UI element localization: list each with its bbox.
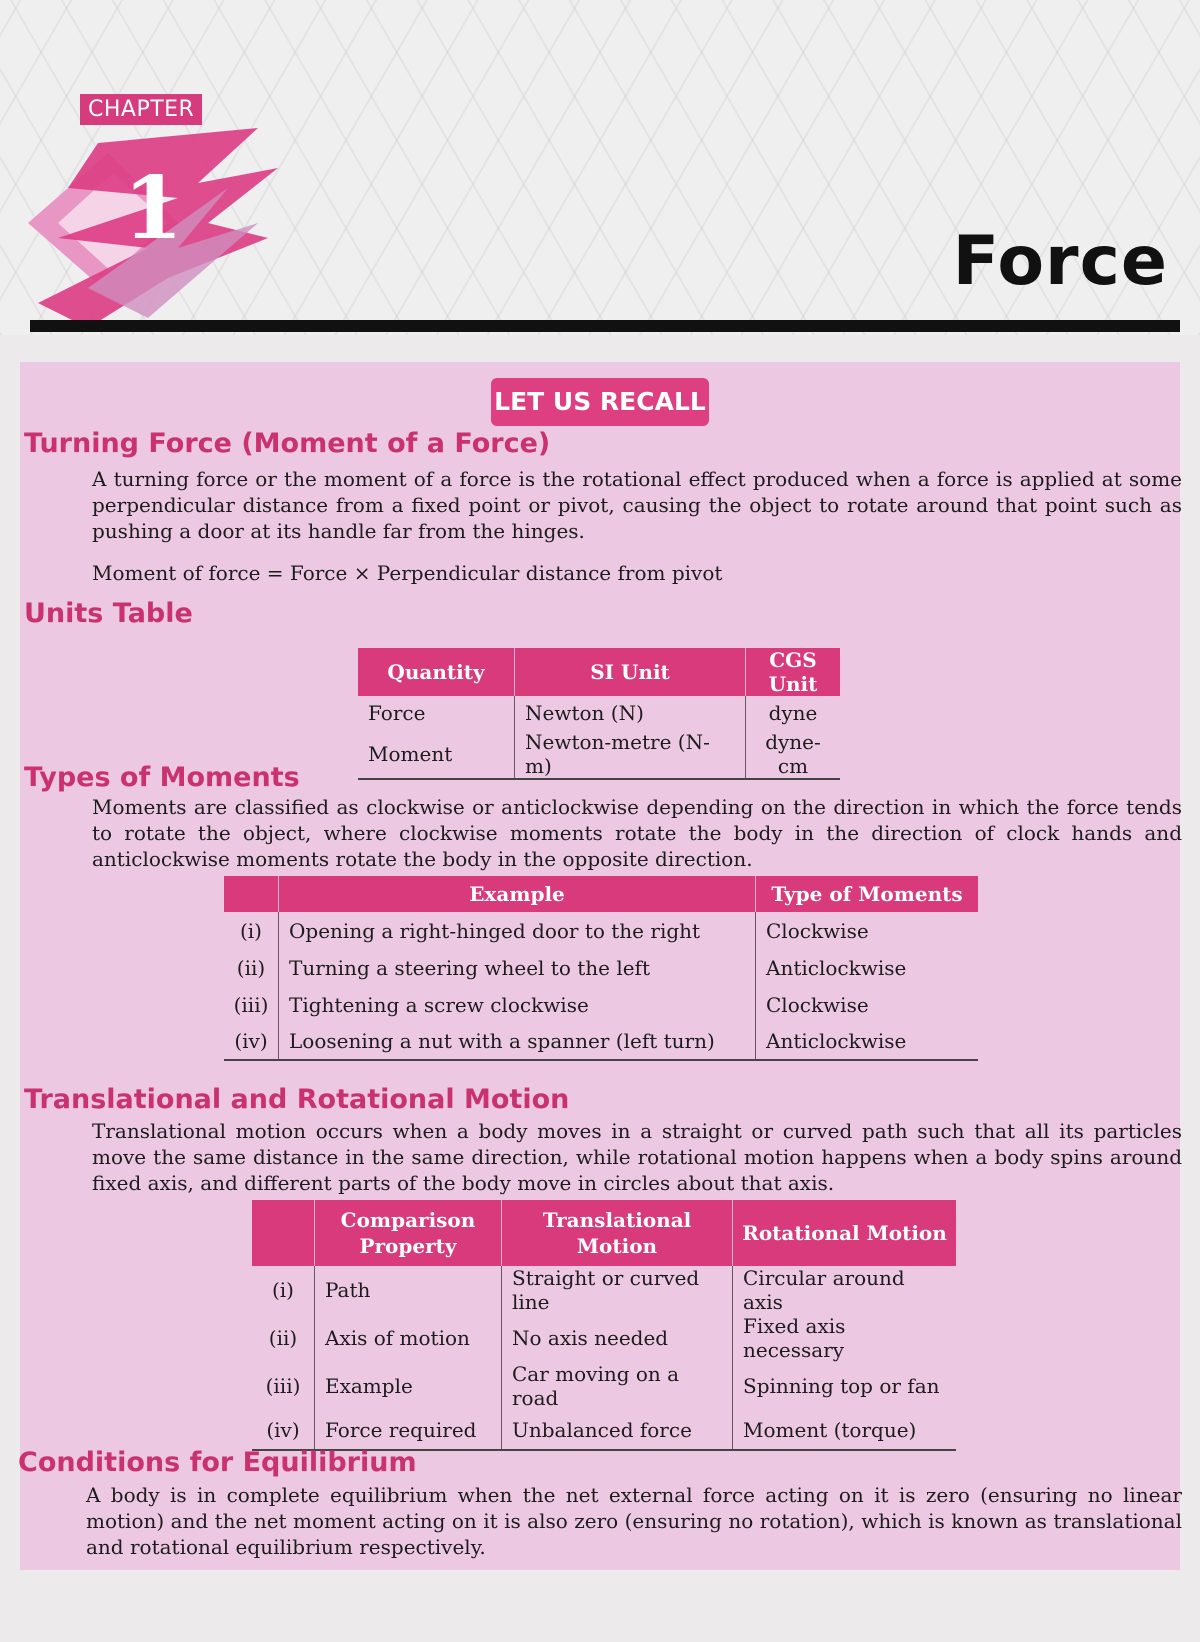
section-heading-units-table: Units Table <box>24 598 193 629</box>
let-us-recall-badge: LET US RECALL <box>491 378 709 426</box>
row-index: (i) <box>224 912 279 949</box>
units-table <box>358 648 840 780</box>
table-cell: Clockwise <box>766 918 869 943</box>
table-cell: Unbalanced force <box>502 1410 733 1450</box>
row-index: (i) <box>252 1266 315 1314</box>
row-index: (iv) <box>252 1410 315 1450</box>
table-cell: Straight or curved line <box>502 1266 733 1314</box>
table-cell: Loosening a nut with a spanner (left turn) <box>279 1023 756 1060</box>
row-index: (iii) <box>224 986 279 1023</box>
table-cell: Spinning top or fan <box>743 1374 940 1398</box>
column-header: Translational Motion <box>502 1200 733 1266</box>
table-cell: No axis needed <box>502 1314 733 1362</box>
chapter-title: Force <box>952 222 1168 301</box>
turning-force-text: A turning force or the moment of a force is the rotational effect produced when a force is applied at some perpendicular distance from a fixed point or pivot, causing the object to rotate around that point such as pushing a door at its handle far from the hinges. <box>92 467 1182 543</box>
equilibrium-text: A body is in complete equilibrium when the net external force acting on it is zero (ensuring no linear motion) and the net moment acting on it is also zero (ensuring no rotation), which is known as translational and rotational equilibrium respectively. <box>86 1483 1182 1559</box>
table-row <box>252 1362 956 1410</box>
table-row <box>358 730 840 779</box>
table-row <box>252 1266 956 1314</box>
row-index: (iv) <box>224 1023 279 1060</box>
table-row <box>358 696 840 730</box>
motion-comparison-table <box>252 1200 956 1451</box>
section-heading-types-of-moments: Types of Moments <box>24 762 300 793</box>
table-cell: dyne <box>768 701 818 725</box>
table-header-row <box>224 876 978 912</box>
table-cell: Opening a right-hinged door to the right <box>279 912 756 949</box>
table-header-row <box>252 1200 956 1266</box>
section-heading-equilibrium: Conditions for Equilibrium <box>18 1447 417 1478</box>
column-header <box>252 1200 315 1266</box>
table-cell: Force <box>358 696 515 730</box>
table-cell: Circular around axis <box>743 1266 905 1314</box>
table-row <box>224 912 978 949</box>
table-cell: Axis of motion <box>315 1314 502 1362</box>
chapter-number: 1 <box>123 158 183 259</box>
table-cell: Moment <box>358 730 515 779</box>
table-cell: Example <box>315 1362 502 1410</box>
column-header: Example <box>279 876 756 912</box>
table-cell: Anticlockwise <box>766 955 907 980</box>
table-cell: Moment (torque) <box>733 1410 957 1450</box>
table-cell: Tightening a screw clockwise <box>279 986 756 1023</box>
motion-text: Translational motion occurs when a body moves in a straight or curved path such that all its particles move the same distance in the same direction, while rotational motion happens when a body spins around fixed axis, and different parts of the body move in circles about that axis. <box>92 1119 1182 1195</box>
table-header-row <box>358 648 840 696</box>
table-cell: Car moving on a road <box>502 1362 733 1410</box>
table-cell: Force required <box>315 1410 502 1450</box>
column-header: SI Unit <box>515 648 746 696</box>
column-header: Comparison Property <box>315 1200 502 1266</box>
table-cell: Clockwise <box>766 992 869 1017</box>
column-header: Quantity <box>358 648 515 696</box>
header-divider <box>30 320 1180 332</box>
table-cell: Path <box>315 1266 502 1314</box>
section-heading-translational-rotational: Translational and Rotational Motion <box>24 1084 570 1115</box>
types-of-moments-text: Moments are classified as clockwise or anticlockwise depending on the direction in which the force tends to rotate the object, where clockwise moments rotate the body in the direction of clock hands and anticlockwise moments rotate the body in the opposite direction. <box>92 795 1182 871</box>
row-index: (ii) <box>252 1314 315 1362</box>
row-index: (iii) <box>252 1362 315 1410</box>
table-row <box>252 1410 956 1450</box>
column-header: Type of Moments <box>756 876 979 912</box>
column-header: Rotational Motion <box>733 1200 957 1266</box>
row-index: (ii) <box>224 949 279 986</box>
table-cell: dyne-cm <box>746 730 841 779</box>
table-cell: Anticlockwise <box>756 1023 979 1060</box>
table-cell: Turning a steering wheel to the left <box>279 949 756 986</box>
column-header <box>224 876 279 912</box>
column-header: CGS Unit <box>746 648 841 696</box>
table-cell: Newton-metre (N-m) <box>515 730 746 779</box>
table-row <box>224 986 978 1023</box>
table-row <box>224 1023 978 1060</box>
section-heading-turning-force: Turning Force (Moment of a Force) <box>24 428 551 459</box>
table-row <box>252 1314 956 1362</box>
chapter-header <box>0 0 1200 335</box>
moment-formula: Moment of force = Force × Perpendicular distance from pivot <box>92 561 723 585</box>
table-cell: Fixed axis necessary <box>743 1314 846 1362</box>
table-row <box>224 949 978 986</box>
table-cell: Newton (N) <box>515 696 746 730</box>
chapter-label: CHAPTER <box>80 94 202 125</box>
types-of-moments-table <box>224 876 978 1061</box>
